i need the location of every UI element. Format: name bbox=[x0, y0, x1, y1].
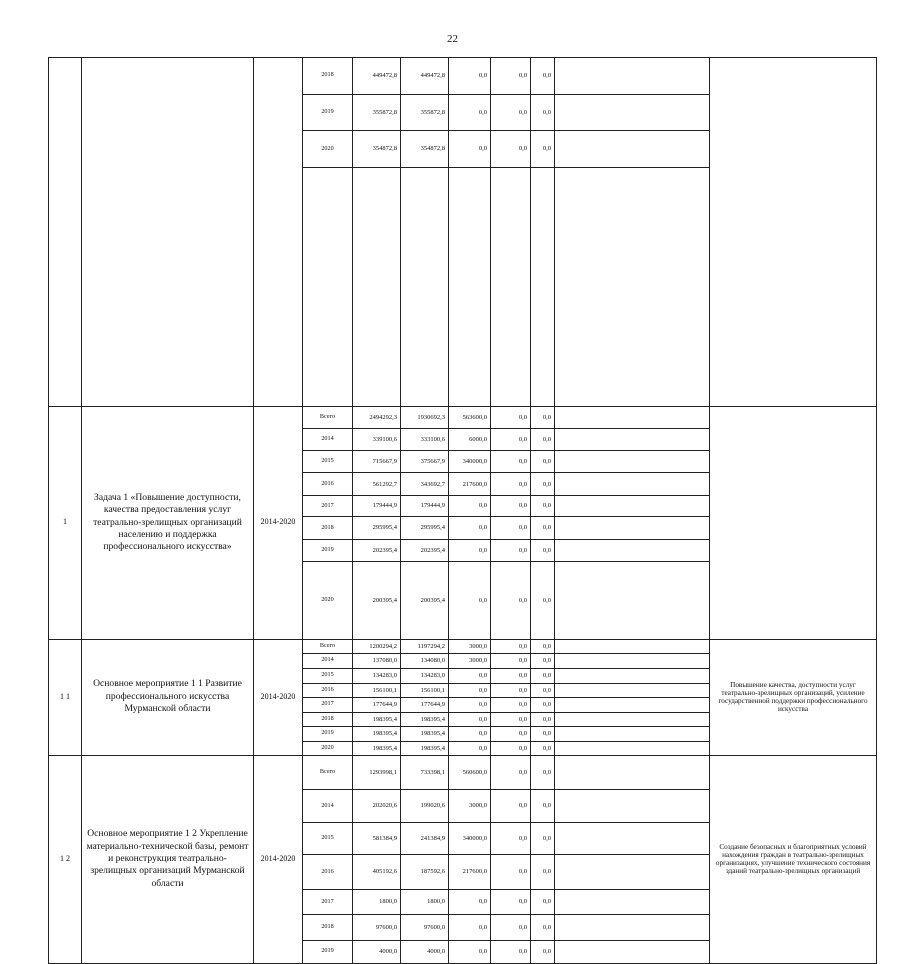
amount-cell: 0,0 bbox=[449, 889, 491, 914]
amount-cell: 0,0 bbox=[531, 889, 555, 914]
amount-cell: 179444,9 bbox=[353, 495, 401, 516]
amount-cell: 3000,0 bbox=[449, 639, 491, 653]
row-name-cell bbox=[82, 58, 254, 407]
amount-cell: 0,0 bbox=[531, 495, 555, 516]
empty-cell bbox=[531, 167, 555, 406]
year-cell: 2016 bbox=[303, 855, 353, 890]
amount-cell: 0,0 bbox=[491, 562, 531, 639]
amount-cell: 0,0 bbox=[491, 58, 531, 95]
spacer-cell bbox=[555, 683, 710, 697]
table-row bbox=[49, 755, 877, 790]
amount-cell: 0,0 bbox=[531, 473, 555, 496]
amount-cell: 177644,9 bbox=[353, 697, 401, 712]
amount-cell: 198395,4 bbox=[401, 741, 449, 755]
amount-cell: 0,0 bbox=[491, 517, 531, 540]
amount-cell: 0,0 bbox=[491, 790, 531, 822]
amount-cell: 0,0 bbox=[449, 726, 491, 741]
amount-cell: 340000,0 bbox=[449, 822, 491, 854]
spacer-cell bbox=[555, 712, 710, 726]
spacer-cell bbox=[555, 517, 710, 540]
amount-cell: 2494292,3 bbox=[353, 406, 401, 429]
spacer-cell bbox=[555, 889, 710, 914]
amount-cell: 1930692,3 bbox=[401, 406, 449, 429]
amount-cell: 198395,4 bbox=[401, 712, 449, 726]
result-cell: Повышение качества, доступности услуг театрально-зрелищных организаций, усиление государственной поддержки профессионального искусства bbox=[710, 639, 877, 755]
year-cell: 2020 bbox=[303, 741, 353, 755]
amount-cell: 0,0 bbox=[449, 562, 491, 639]
spacer-cell bbox=[555, 822, 710, 854]
year-cell: 2017 bbox=[303, 889, 353, 914]
year-cell: 2014 bbox=[303, 653, 353, 668]
amount-cell: 0,0 bbox=[531, 562, 555, 639]
amount-cell: 0,0 bbox=[531, 855, 555, 890]
year-cell: 2018 bbox=[303, 712, 353, 726]
amount-cell: 354872,8 bbox=[401, 131, 449, 168]
year-cell: Всего bbox=[303, 639, 353, 653]
amount-cell: 0,0 bbox=[491, 539, 531, 562]
amount-cell: 0,0 bbox=[491, 653, 531, 668]
amount-cell: 0,0 bbox=[491, 712, 531, 726]
amount-cell: 343692,7 bbox=[401, 473, 449, 496]
spacer-cell bbox=[555, 755, 710, 790]
amount-cell: 0,0 bbox=[491, 639, 531, 653]
spacer-cell bbox=[555, 940, 710, 963]
amount-cell: 217600,0 bbox=[449, 855, 491, 890]
amount-cell: 198395,4 bbox=[353, 726, 401, 741]
amount-cell: 200395,4 bbox=[353, 562, 401, 639]
amount-cell: 202020,6 bbox=[353, 790, 401, 822]
amount-cell: 217600,0 bbox=[449, 473, 491, 496]
spacer-cell bbox=[555, 131, 710, 168]
amount-cell: 0,0 bbox=[491, 915, 531, 940]
amount-cell: 0,0 bbox=[491, 131, 531, 168]
row-index-cell: 1 1 bbox=[49, 639, 82, 755]
row-name-cell: Основное мероприятие 1 2 Укрепление материально-технической базы, ремонт и реконструкция театрально-зрелищных организаций Мурманской области bbox=[82, 755, 254, 963]
amount-cell: 0,0 bbox=[491, 94, 531, 131]
amount-cell: 560600,0 bbox=[449, 755, 491, 790]
amount-cell: 0,0 bbox=[531, 697, 555, 712]
spacer-cell bbox=[555, 790, 710, 822]
amount-cell: 0,0 bbox=[531, 517, 555, 540]
amount-cell: 0,0 bbox=[531, 653, 555, 668]
amount-cell: 0,0 bbox=[491, 741, 531, 755]
amount-cell: 241384,9 bbox=[401, 822, 449, 854]
year-cell: Всего bbox=[303, 755, 353, 790]
table-body bbox=[49, 58, 877, 964]
amount-cell: 0,0 bbox=[491, 697, 531, 712]
amount-cell: 0,0 bbox=[531, 741, 555, 755]
table-row bbox=[49, 406, 877, 429]
amount-cell: 1200294,2 bbox=[353, 639, 401, 653]
amount-cell: 137080,0 bbox=[353, 653, 401, 668]
spacer-cell bbox=[555, 495, 710, 516]
row-index-cell bbox=[49, 58, 82, 407]
amount-cell: 202395,4 bbox=[353, 539, 401, 562]
amount-cell: 0,0 bbox=[531, 726, 555, 741]
amount-cell: 339100,6 bbox=[353, 429, 401, 450]
amount-cell: 0,0 bbox=[491, 855, 531, 890]
spacer-cell bbox=[555, 473, 710, 496]
amount-cell: 3000,0 bbox=[449, 653, 491, 668]
amount-cell: 0,0 bbox=[531, 915, 555, 940]
amount-cell: 0,0 bbox=[531, 639, 555, 653]
spacer-cell bbox=[555, 855, 710, 890]
result-cell: Создание безопасных и благоприятных условий нахождения граждан в театрально-зрелищных организациях, улучшение технического состояния зданий театрально-зрелищных организаций bbox=[710, 755, 877, 963]
year-cell: 2017 bbox=[303, 697, 353, 712]
amount-cell: 0,0 bbox=[449, 741, 491, 755]
amount-cell: 0,0 bbox=[491, 429, 531, 450]
amount-cell: 0,0 bbox=[449, 697, 491, 712]
amount-cell: 187592,6 bbox=[401, 855, 449, 890]
page-number: 22 bbox=[447, 33, 458, 45]
period-cell: 2014-2020 bbox=[254, 755, 303, 963]
amount-cell: 355872,8 bbox=[401, 94, 449, 131]
spacer-cell bbox=[555, 406, 710, 429]
amount-cell: 0,0 bbox=[491, 940, 531, 963]
amount-cell: 0,0 bbox=[449, 58, 491, 95]
year-cell: 2016 bbox=[303, 473, 353, 496]
period-cell bbox=[254, 58, 303, 407]
year-cell: 2014 bbox=[303, 429, 353, 450]
amount-cell: 405192,6 bbox=[353, 855, 401, 890]
year-cell: 2018 bbox=[303, 58, 353, 95]
amount-cell: 4000,0 bbox=[353, 940, 401, 963]
amount-cell: 0,0 bbox=[531, 429, 555, 450]
amount-cell: 0,0 bbox=[531, 822, 555, 854]
row-index-cell: 1 bbox=[49, 406, 82, 639]
year-cell: 2018 bbox=[303, 517, 353, 540]
amount-cell: 198395,4 bbox=[353, 741, 401, 755]
amount-cell: 97600,0 bbox=[401, 915, 449, 940]
spacer-cell bbox=[555, 429, 710, 450]
amount-cell: 0,0 bbox=[531, 755, 555, 790]
table-row bbox=[49, 639, 877, 653]
amount-cell: 0,0 bbox=[491, 406, 531, 429]
amount-cell: 0,0 bbox=[491, 726, 531, 741]
amount-cell: 581384,9 bbox=[353, 822, 401, 854]
amount-cell: 0,0 bbox=[449, 940, 491, 963]
empty-cell bbox=[303, 167, 353, 406]
amount-cell: 561292,7 bbox=[353, 473, 401, 496]
amount-cell: 333100,6 bbox=[401, 429, 449, 450]
year-cell: 2017 bbox=[303, 495, 353, 516]
amount-cell: 0,0 bbox=[449, 517, 491, 540]
amount-cell: 563600,0 bbox=[449, 406, 491, 429]
spacer-cell bbox=[555, 726, 710, 741]
year-cell: 2014 bbox=[303, 790, 353, 822]
amount-cell: 1800,0 bbox=[353, 889, 401, 914]
year-cell: 2015 bbox=[303, 450, 353, 473]
amount-cell: 0,0 bbox=[491, 668, 531, 683]
amount-cell: 295995,4 bbox=[401, 517, 449, 540]
amount-cell: 0,0 bbox=[449, 712, 491, 726]
amount-cell: 177644,9 bbox=[401, 697, 449, 712]
year-cell: 2019 bbox=[303, 940, 353, 963]
spacer-cell bbox=[555, 697, 710, 712]
amount-cell: 202395,4 bbox=[401, 539, 449, 562]
table-row bbox=[49, 58, 877, 95]
amount-cell: 354872,8 bbox=[353, 131, 401, 168]
amount-cell: 3000,0 bbox=[449, 790, 491, 822]
amount-cell: 0,0 bbox=[531, 940, 555, 963]
empty-cell bbox=[401, 167, 449, 406]
amount-cell: 0,0 bbox=[449, 683, 491, 697]
result-cell bbox=[710, 58, 877, 407]
year-cell: 2019 bbox=[303, 726, 353, 741]
amount-cell: 198395,4 bbox=[353, 712, 401, 726]
spacer-cell bbox=[555, 668, 710, 683]
year-cell: 2019 bbox=[303, 539, 353, 562]
amount-cell: 0,0 bbox=[531, 94, 555, 131]
amount-cell: 449472,8 bbox=[353, 58, 401, 95]
year-cell: 2015 bbox=[303, 822, 353, 854]
amount-cell: 340000,0 bbox=[449, 450, 491, 473]
year-cell: 2020 bbox=[303, 131, 353, 168]
row-name-cell: Основное мероприятие 1 1 Развитие профессионального искусства Мурманской области bbox=[82, 639, 254, 755]
amount-cell: 134080,0 bbox=[401, 653, 449, 668]
amount-cell: 4000,0 bbox=[401, 940, 449, 963]
year-cell: 2016 bbox=[303, 683, 353, 697]
amount-cell: 0,0 bbox=[491, 683, 531, 697]
amount-cell: 0,0 bbox=[491, 473, 531, 496]
row-name-cell: Задача 1 «Повышение доступности, качества предоставления услуг театрально-зрелищных организаций населению и поддержка профессионального искусства» bbox=[82, 406, 254, 639]
amount-cell: 0,0 bbox=[449, 915, 491, 940]
row-index-cell: 1 2 bbox=[49, 755, 82, 963]
amount-cell: 198395,4 bbox=[401, 726, 449, 741]
amount-cell: 156100,1 bbox=[353, 683, 401, 697]
year-cell: 2019 bbox=[303, 94, 353, 131]
amount-cell: 0,0 bbox=[449, 495, 491, 516]
amount-cell: 375667,9 bbox=[401, 450, 449, 473]
amount-cell: 134283,0 bbox=[401, 668, 449, 683]
amount-cell: 0,0 bbox=[491, 495, 531, 516]
amount-cell: 0,0 bbox=[449, 94, 491, 131]
amount-cell: 6000,0 bbox=[449, 429, 491, 450]
amount-cell: 1800,0 bbox=[401, 889, 449, 914]
amount-cell: 0,0 bbox=[491, 450, 531, 473]
program-table bbox=[48, 57, 877, 964]
spacer-cell bbox=[555, 94, 710, 131]
amount-cell: 0,0 bbox=[449, 131, 491, 168]
spacer-cell bbox=[555, 639, 710, 653]
amount-cell: 97600,0 bbox=[353, 915, 401, 940]
year-cell: 2018 bbox=[303, 915, 353, 940]
amount-cell: 0,0 bbox=[531, 406, 555, 429]
amount-cell: 0,0 bbox=[531, 450, 555, 473]
spacer-cell bbox=[555, 58, 710, 95]
amount-cell: 1293998,1 bbox=[353, 755, 401, 790]
year-cell: 2015 bbox=[303, 668, 353, 683]
amount-cell: 1197294,2 bbox=[401, 639, 449, 653]
amount-cell: 0,0 bbox=[531, 668, 555, 683]
spacer-cell bbox=[555, 539, 710, 562]
amount-cell: 0,0 bbox=[491, 822, 531, 854]
amount-cell: 0,0 bbox=[449, 668, 491, 683]
year-cell: Всего bbox=[303, 406, 353, 429]
amount-cell: 199020,6 bbox=[401, 790, 449, 822]
amount-cell: 0,0 bbox=[531, 683, 555, 697]
amount-cell: 0,0 bbox=[531, 790, 555, 822]
spacer-cell bbox=[555, 653, 710, 668]
amount-cell: 449472,8 bbox=[401, 58, 449, 95]
amount-cell: 715667,9 bbox=[353, 450, 401, 473]
spacer-cell bbox=[555, 450, 710, 473]
period-cell: 2014-2020 bbox=[254, 639, 303, 755]
amount-cell: 0,0 bbox=[449, 539, 491, 562]
amount-cell: 0,0 bbox=[491, 755, 531, 790]
amount-cell: 355872,8 bbox=[353, 94, 401, 131]
year-cell: 2020 bbox=[303, 562, 353, 639]
amount-cell: 200395,4 bbox=[401, 562, 449, 639]
amount-cell: 0,0 bbox=[491, 889, 531, 914]
amount-cell: 0,0 bbox=[531, 58, 555, 95]
spacer-cell bbox=[555, 915, 710, 940]
empty-cell bbox=[449, 167, 491, 406]
amount-cell: 0,0 bbox=[531, 131, 555, 168]
spacer-cell bbox=[555, 562, 710, 639]
result-cell bbox=[710, 406, 877, 639]
period-cell: 2014-2020 bbox=[254, 406, 303, 639]
empty-cell bbox=[353, 167, 401, 406]
amount-cell: 733398,1 bbox=[401, 755, 449, 790]
amount-cell: 156100,1 bbox=[401, 683, 449, 697]
amount-cell: 295995,4 bbox=[353, 517, 401, 540]
amount-cell: 179444,9 bbox=[401, 495, 449, 516]
spacer-cell bbox=[555, 741, 710, 755]
amount-cell: 0,0 bbox=[531, 539, 555, 562]
empty-cell bbox=[491, 167, 531, 406]
amount-cell: 134283,0 bbox=[353, 668, 401, 683]
amount-cell: 0,0 bbox=[531, 712, 555, 726]
